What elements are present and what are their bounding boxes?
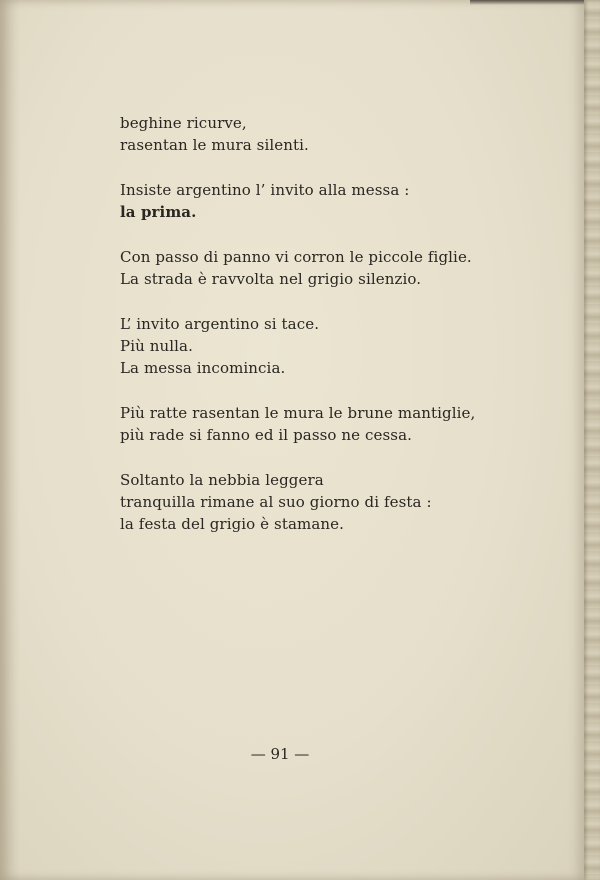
stanza-4	[120, 313, 540, 379]
poem-line: Più ratte rasentan le mura le brune mantiglie,	[120, 404, 476, 422]
poem-line: tranquilla rimane al suo giorno di festa :	[120, 493, 432, 511]
poem-line: L’ invito argentino si tace.	[120, 315, 320, 333]
poem-line: La messa incomincia.	[120, 359, 286, 377]
poem-line: la festa del grigio è stamane.	[120, 515, 344, 533]
stanza-6	[120, 469, 540, 535]
poem-line: La strada è ravvolta nel grigio silenzio.	[120, 270, 422, 288]
poem-line: più rade si fanno ed il passo ne cessa.	[120, 426, 413, 444]
poem-text	[120, 112, 540, 558]
poem-line: Insiste argentino l’ invito alla messa :	[120, 181, 410, 199]
stanza-5	[120, 402, 540, 446]
poem-line: rasentan le mura silenti.	[120, 136, 309, 154]
page-edges	[584, 0, 600, 880]
poem-line: Con passo di panno vi corron le piccole figlie.	[120, 248, 472, 266]
page-number: — 91 —	[250, 745, 310, 763]
stanza-3	[120, 246, 540, 290]
poem-line: beghine ricurve,	[120, 114, 247, 132]
stanza-2	[120, 179, 540, 223]
poem-line: Soltanto la nebbia leggera	[120, 471, 324, 489]
stanza-1	[120, 112, 540, 156]
book-top-edge	[470, 0, 584, 5]
poem-line: la prima.	[120, 203, 197, 221]
poem-line: Più nulla.	[120, 337, 193, 355]
